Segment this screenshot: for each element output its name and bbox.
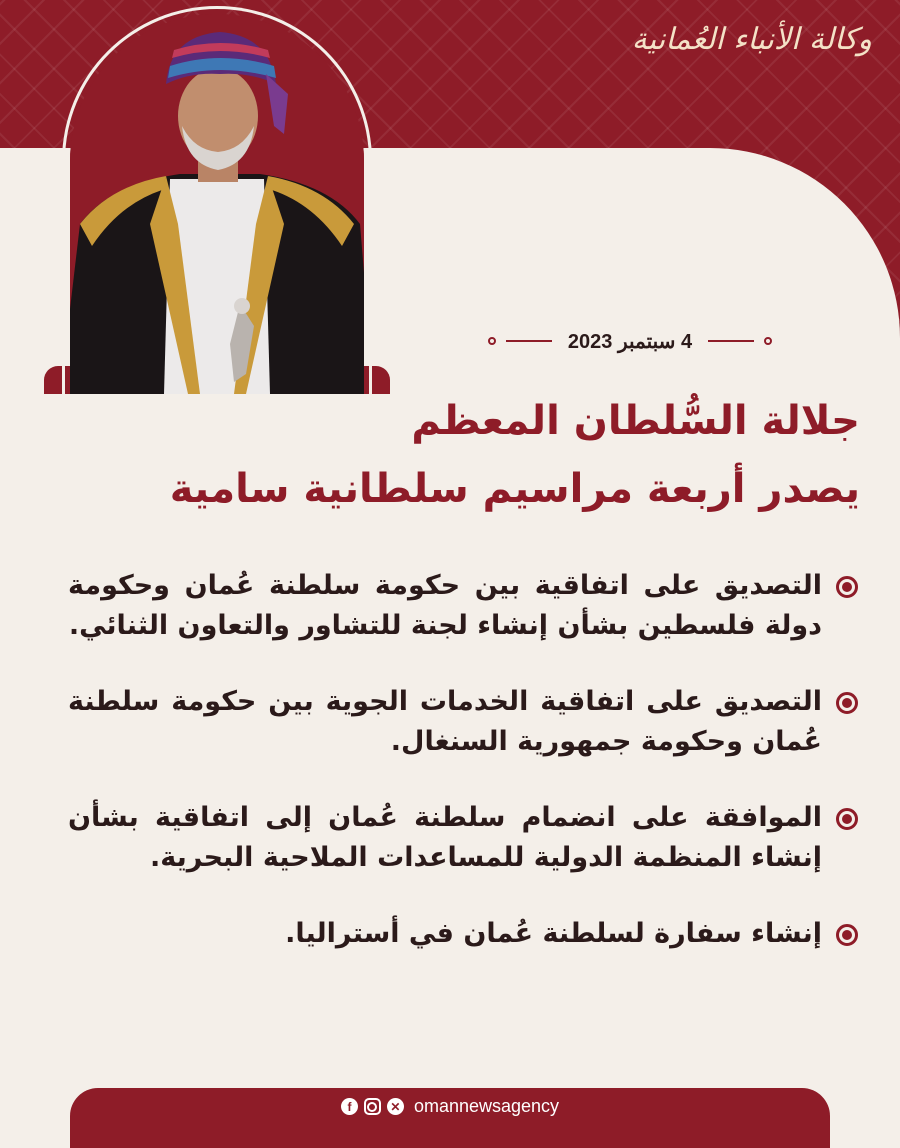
portrait-image — [70, 14, 364, 394]
bullet-icon — [836, 576, 858, 598]
date-line-right — [708, 340, 754, 342]
decree-text: التصديق على اتفاقية الخدمات الجوية بين حكومة سلطنة عُمان وحكومة جمهورية السنغال. — [68, 686, 822, 757]
social-handle[interactable]: omannewsagency — [413, 1096, 560, 1116]
decree-text: الموافقة على انضمام سلطنة عُمان إلى اتفاقية بشأن إنشاء المنظمة الدولية للمساعدات الملاحية البحرية. — [68, 802, 822, 873]
decree-text: التصديق على اتفاقية بين حكومة سلطنة عُمان وحكومة دولة فلسطين بشأن إنشاء لجنة للتشاور والتعاون الثنائي. — [68, 570, 822, 641]
portrait-illustration — [70, 14, 364, 394]
date-line-left — [506, 340, 552, 342]
bullet-icon — [836, 692, 858, 714]
agency-logo: وكالة الأنباء العُمانية — [631, 22, 872, 57]
footer-bar — [70, 1088, 830, 1148]
facebook-icon[interactable]: f — [341, 1098, 358, 1115]
headline-line-2: يصدر أربعة مراسيم سلطانية سامية — [169, 466, 860, 512]
date-row — [460, 325, 800, 357]
instagram-icon[interactable] — [364, 1098, 381, 1115]
headline-line-1: جلالة السُّلطان المعظم — [411, 398, 860, 444]
x-icon[interactable]: ✕ — [387, 1098, 404, 1115]
list-item — [68, 682, 858, 762]
publish-date: 4 سبتمبر 2023 — [567, 330, 693, 353]
date-ornament-right — [764, 337, 772, 345]
list-item — [68, 798, 858, 878]
bullet-icon — [836, 924, 858, 946]
list-item — [68, 566, 858, 646]
decree-list — [68, 566, 858, 990]
bullet-icon — [836, 808, 858, 830]
date-ornament-left — [488, 337, 496, 345]
list-item — [68, 914, 858, 954]
decree-text: إنشاء سفارة لسلطنة عُمان في أستراليا. — [285, 918, 822, 949]
